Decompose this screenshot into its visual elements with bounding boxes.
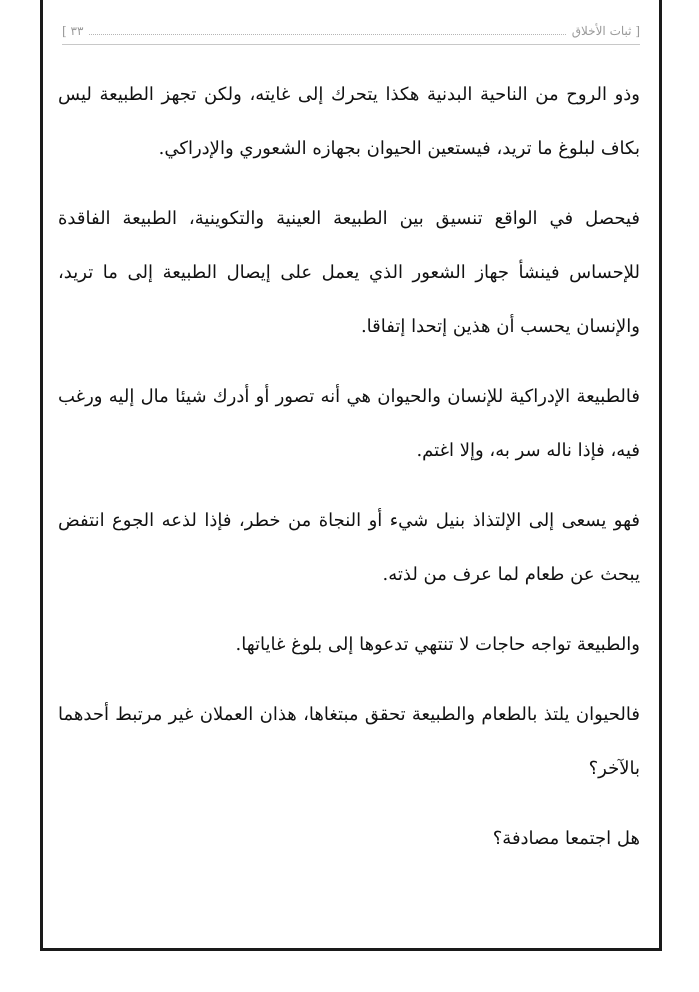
paragraph: فهو يسعى إلى الإلتذاذ بنيل شيء أو النجاة من خطر، فإذا لذعه الجوع انتفض يبحث عن طعام لما عرف من لذته. <box>58 510 640 585</box>
paragraph: فالحيوان يلتذ بالطعام والطبيعة تحقق مبتغاها، هذان العملان غير مرتبط أحدهما بالآخر؟ <box>58 704 640 779</box>
header-leader-dots <box>89 34 565 35</box>
running-header <box>62 18 640 45</box>
page-body <box>58 68 640 882</box>
paragraph: وذو الروح من الناحية البدنية هكذا يتحرك إلى غايته، ولكن تجهز الطبيعة ليس بكاف لبلوغ ما تريد، فيستعين الحيوان بجهازه الشعوري والإدراكي. <box>58 84 640 159</box>
paragraph: والطبيعة تواجه حاجات لا تنتهي تدعوها إلى بلوغ غاياتها. <box>235 634 640 655</box>
paragraph: فالطبيعة الإدراكية للإنسان والحيوان هي أنه تصور أو أدرك شيئا مال إليه ورغب فيه، فإذا ناله سر به، وإلا اغتم. <box>58 386 640 461</box>
book-title: [ ثبات الأخلاق <box>571 24 640 38</box>
page-number: ٣٣ ] <box>62 24 84 38</box>
paragraph: فيحصل في الواقع تنسيق بين الطبيعة العينية والتكوينية، الطبيعة الفاقدة للإحساس فينشأ جهاز الشعور الذي يعمل على إيصال الطبيعة إلى ما تريد، والإنسان يحسب أن هذين إتحدا إتفاقا. <box>58 208 640 337</box>
paragraph: هل اجتمعا مصادفة؟ <box>492 828 640 849</box>
